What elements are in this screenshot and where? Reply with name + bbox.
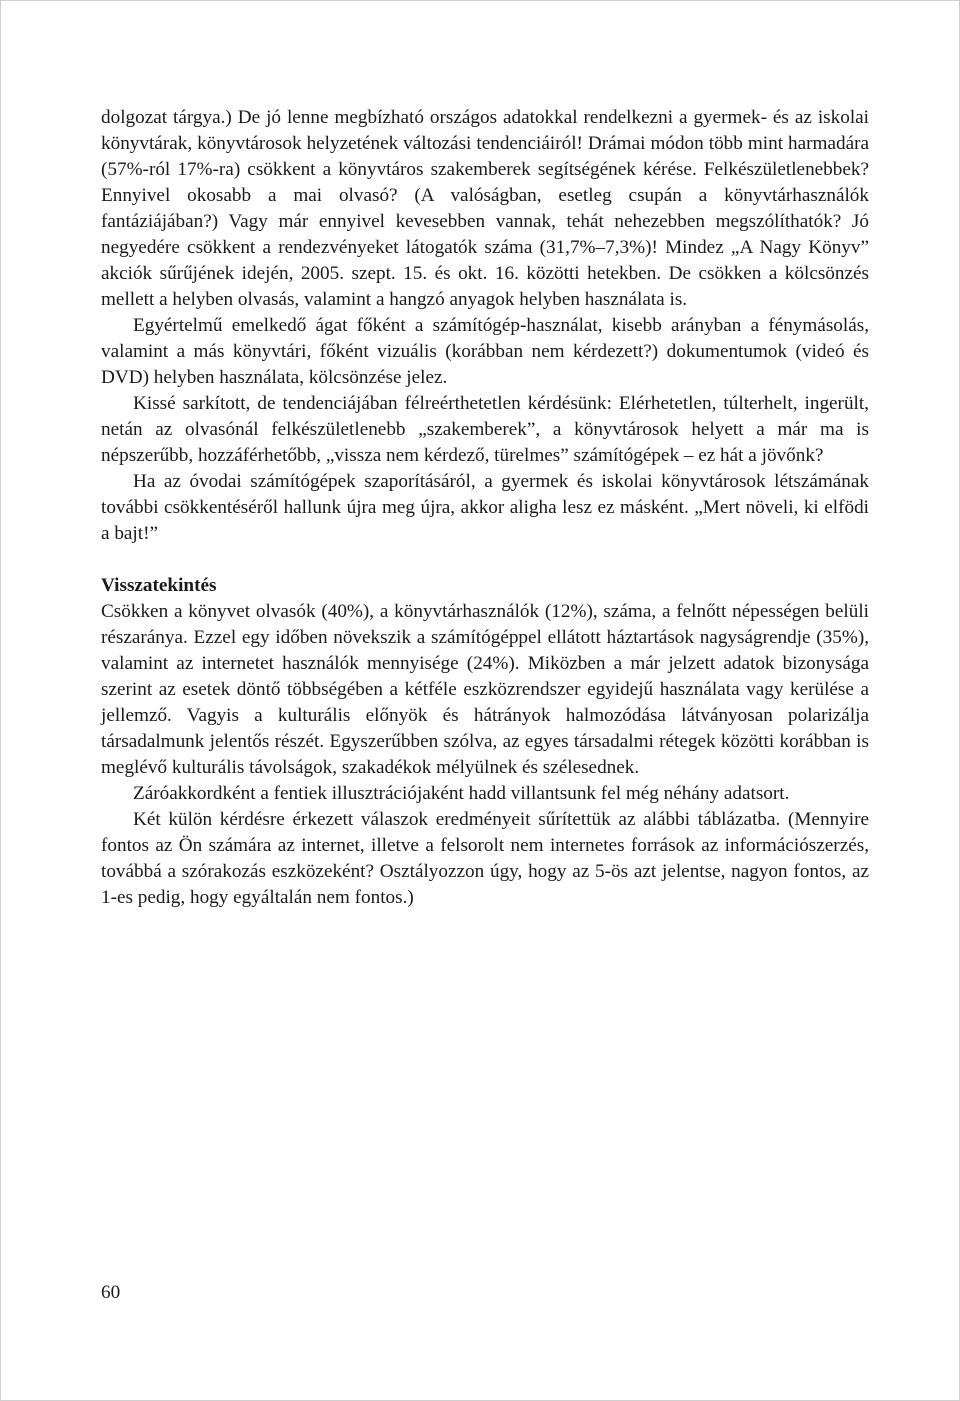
paragraph-continued: dolgozat tárgya.) De jó lenne megbízható országos adatokkal rendelkezni a gyermek- és az iskolai könyvtárak, könyvtárosok helyzetének változási tendenciáiról! Drámai módon több mint harmadára (57%-ról 17%-ra) csökkent a könyvtáros szakemberek segítségének kérése. Felkészületlenebbek? Ennyivel okosabb a mai olvasó? (A valóságban, esetleg csupán a könyvtárhasználók fantáziájában?) Vagy már ennyivel kevesebben vannak, tehát nehezebben megszólíthatók? Jó negyedére csökkent a rendezvényeket látogatók száma (31,7%–7,3%)! Mindez „A Nagy Könyv” akciók sűrűjének idején, 2005. szept. 15. és okt. 16. közötti hetekben. De csökken a kölcsönzés mellett a helyben olvasás, valamint a hangzó anyagok helyben használata is. [101, 107, 869, 310]
paragraph: Záróakkordként a fentiek illusztrációjaként hadd villantsunk fel még néhány adatsort. [133, 783, 790, 804]
paragraph: Ha az óvodai számítógépek szaporításáról, a gyermek és iskolai könyvtárosok létszámának további csökkentéséről hallunk újra meg újra, akkor aligha lesz ez másként. „Mert növeli, ki elfödi a bajt!” [101, 471, 869, 544]
section-heading: Visszatekintés [101, 575, 217, 596]
page-number: 60 [101, 1282, 121, 1303]
paragraph: Két külön kérdésre érkezett válaszok eredményeit sűrítettük az alábbi táblázatba. (Mennyire fontos az Ön számára az internet, illetve a felsorolt nem internetes források az információszerzés, továbbá a szórakozás eszközeként? Osztályozzon úgy, hogy az 5-ös azt jelentse, nagyon fontos, az 1-es pedig, hogy egyáltalán nem fontos.) [101, 809, 869, 908]
paragraph: Egyértelmű emelkedő ágat főként a számítógép-használat, kisebb arányban a fénymásolás, valamint a más könyvtári, főként vizuális (korábban nem kérdezett?) dokumentumok (videó és DVD) helyben használata, kölcsönzése jelez. [101, 315, 869, 388]
body-text [101, 105, 869, 911]
paragraph: Kissé sarkított, de tendenciájában félreérthetetlen kérdésünk: Elérhetetlen, túlterhelt, ingerült, netán az olvasónál felkészületlenebb „szakemberek”, a könyvtárosok helyett a már ma is népszerűbb, hozzáférhetőbb, „vissza nem kérdező, türelmes” számítógépek – ez hát a jövőnk? [101, 393, 869, 466]
paragraph: Csökken a könyvet olvasók (40%), a könyvtárhasználók (12%), száma, a felnőtt népességen belüli részaránya. Ezzel egy időben növekszik a számítógéppel ellátott háztartások nagyságrendje (35%), valamint az internetet használók mennyisége (24%). Miközben a már jelzett adatok bizonysága szerint az esetek döntő többségében a kétféle eszközrendszer egyidejű használata vagy kerülése a jellemző. Vagyis a kulturális előnyök és hátrányok halmozódása látványosan polarizálja társadalmunk jelentős részét. Egyszerűbben szólva, az egyes társadalmi rétegek közötti korábban is meglévő kulturális távolságok, szakadékok mélyülnek és szélesednek. [101, 601, 869, 778]
